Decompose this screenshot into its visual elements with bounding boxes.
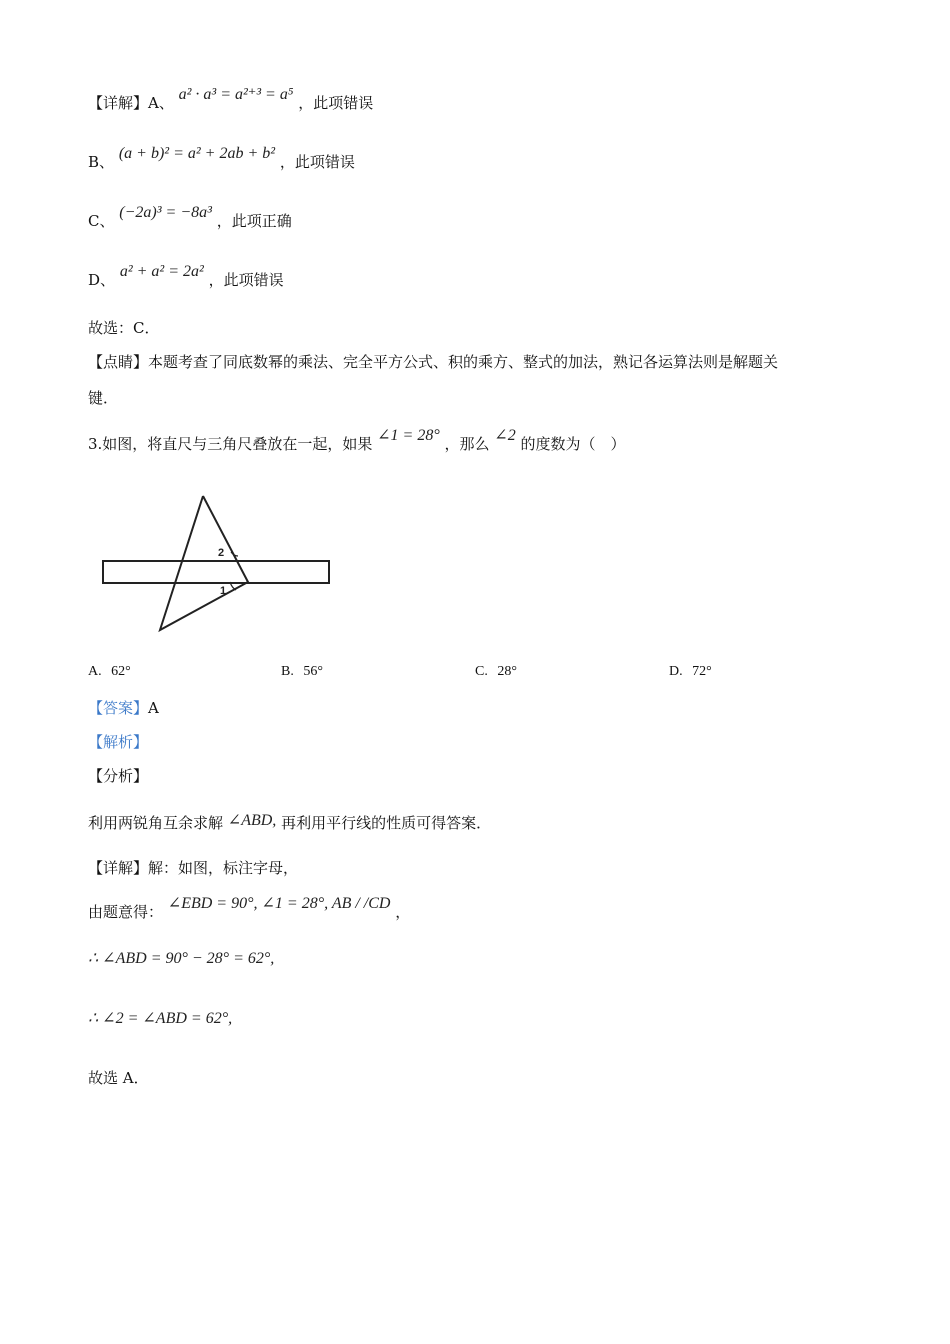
option-b-prefix: B、 xyxy=(88,153,115,171)
analysis-label: 【解析】 xyxy=(88,733,149,751)
choice-a[interactable] xyxy=(88,664,131,680)
given-line xyxy=(88,895,411,923)
choice-a-letter: A. xyxy=(88,664,102,679)
label-angle-2: 2 xyxy=(218,547,225,559)
verdict-d: ，此项错误 xyxy=(208,271,284,289)
detail-heading: 【详解】A、 xyxy=(88,94,174,112)
label-angle-1: 1 xyxy=(220,585,227,597)
fenxi-tail: 再利用平行线的性质可得答案． xyxy=(281,814,492,832)
choice-b-value: 56° xyxy=(303,664,323,679)
math-a: a² · a³ = a²⁺³ = a⁵ xyxy=(178,86,294,103)
ruler-shape xyxy=(103,561,329,583)
triangle-shape xyxy=(160,496,248,630)
comment-text: 【点睛】本题考查了同底数幂的乘法、完全平方公式、积的乘方、整式的加法，熟记各运算法则是解题关 xyxy=(88,353,779,371)
detail-line-c xyxy=(88,204,292,232)
question-math-angle2: ∠2 xyxy=(494,427,516,444)
step-2: ∴ ∠2 = ∠ABD = 62°, xyxy=(88,1010,233,1027)
answer-label: 【答案】 xyxy=(88,699,149,717)
question-tail: 的度数为（ ） xyxy=(520,435,626,453)
option-c-prefix: C、 xyxy=(88,212,115,230)
verdict-b: ，此项错误 xyxy=(279,153,355,171)
math-d: a² + a² = 2a² xyxy=(119,263,204,280)
choice-b-letter: B. xyxy=(281,664,294,679)
question-math-angle1: ∠1 = 28° xyxy=(377,427,440,444)
ruler-triangle-figure xyxy=(98,490,338,640)
math-c: (−2a)³ = −8a³ xyxy=(119,204,212,221)
choice-b[interactable] xyxy=(281,664,323,680)
angle-2-arc xyxy=(231,552,238,556)
given-tail: ， xyxy=(395,903,411,921)
detail-line-b xyxy=(88,145,355,173)
choice-d-letter: D. xyxy=(669,664,683,679)
choice-c[interactable] xyxy=(475,664,517,680)
question-prefix: 3.如图，将直尺与三角尺叠放在一起，如果 xyxy=(88,435,373,453)
step-1: ∴ ∠ABD = 90° − 28° = 62°, xyxy=(88,950,275,967)
math-b: (a + b)² = a² + 2ab + b² xyxy=(118,145,276,162)
fenxi-label: 【分析】 xyxy=(88,767,149,785)
fenxi-prefix: 利用两锐角互余求解 xyxy=(88,814,224,832)
given-prefix: 由题意得： xyxy=(88,903,164,921)
given-math: ∠EBD = 90°, ∠1 = 28°, AB / /CD xyxy=(167,895,391,912)
verdict-c: ，此项正确 xyxy=(216,212,292,230)
answer-value: A xyxy=(148,699,159,717)
verdict-a: ，此项错误 xyxy=(298,94,374,112)
choose-c-text: 故选：C． xyxy=(88,319,160,337)
answer-line xyxy=(88,698,159,718)
choice-c-letter: C. xyxy=(475,664,488,679)
choice-c-value: 28° xyxy=(497,664,517,679)
detail-line-d xyxy=(88,263,284,291)
choice-d[interactable] xyxy=(669,664,712,680)
choice-d-value: 72° xyxy=(692,664,712,679)
fenxi-text xyxy=(88,813,491,834)
detail-line-a xyxy=(88,86,374,114)
option-d-prefix: D、 xyxy=(88,271,116,289)
comment-continuation: 键． xyxy=(88,389,119,407)
question-3 xyxy=(88,427,626,455)
choose-a-text: 故选 A． xyxy=(88,1069,149,1087)
fenxi-math: ∠ABD, xyxy=(227,812,277,829)
question-mid: ，那么 xyxy=(444,435,490,453)
choice-a-value: 62° xyxy=(111,664,131,679)
detail2-text: 【详解】解：如图，标注字母， xyxy=(88,859,299,877)
